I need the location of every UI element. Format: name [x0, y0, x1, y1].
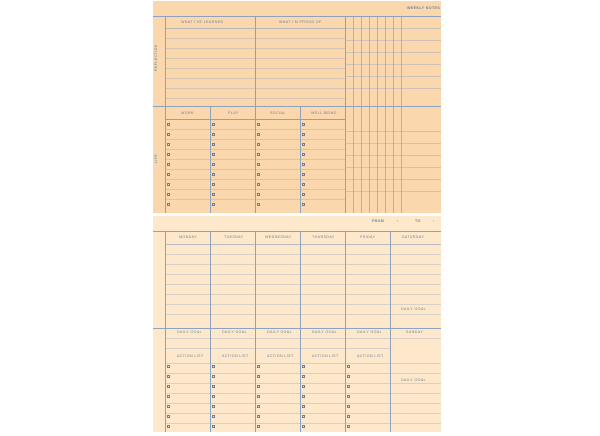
- column-header-social: SOCIAL: [270, 111, 286, 115]
- column-header-proud: WHAT I'M PROUD OF: [279, 20, 322, 24]
- divider: [345, 231, 346, 432]
- checkbox[interactable]: [302, 425, 305, 428]
- checkbox[interactable]: [302, 163, 305, 166]
- sunday-daily-goal-label: DAILY GOAL: [401, 378, 427, 382]
- divider: [165, 159, 345, 160]
- section-label-life: LIFE: [154, 153, 158, 163]
- weekly-notes-sheet: [153, 1, 441, 213]
- divider: [165, 38, 345, 39]
- checkbox[interactable]: [167, 415, 170, 418]
- from-label: FROM: [372, 219, 385, 223]
- divider: [401, 16, 402, 213]
- checkbox[interactable]: [167, 365, 170, 368]
- divider: [165, 149, 345, 150]
- divider: [153, 231, 441, 232]
- checkbox[interactable]: [167, 203, 170, 206]
- checkbox[interactable]: [257, 415, 260, 418]
- checkbox[interactable]: [167, 163, 170, 166]
- divider: [369, 16, 370, 213]
- divider: [153, 16, 441, 17]
- checkbox[interactable]: [167, 375, 170, 378]
- divider: [345, 131, 441, 132]
- checkbox[interactable]: [167, 425, 170, 428]
- checkbox[interactable]: [212, 133, 215, 136]
- checkbox[interactable]: [302, 405, 305, 408]
- divider: [165, 294, 441, 295]
- checkbox[interactable]: [257, 193, 260, 196]
- checkbox[interactable]: [257, 385, 260, 388]
- divider: [385, 16, 386, 213]
- checkbox[interactable]: [257, 143, 260, 146]
- divider: [165, 348, 390, 349]
- divider: [377, 16, 378, 213]
- divider: [393, 16, 394, 213]
- divider: [165, 338, 441, 339]
- divider: [165, 244, 441, 245]
- divider: [345, 64, 441, 65]
- divider: [345, 28, 441, 29]
- checkbox[interactable]: [302, 123, 305, 126]
- divider: [165, 88, 345, 89]
- checkbox[interactable]: [257, 375, 260, 378]
- checkbox[interactable]: [212, 153, 215, 156]
- divider: [345, 143, 441, 144]
- divider: [165, 78, 345, 79]
- checkbox[interactable]: [167, 143, 170, 146]
- divider: [165, 169, 345, 170]
- checkbox[interactable]: [257, 405, 260, 408]
- divider: [165, 304, 441, 305]
- checkbox[interactable]: [302, 415, 305, 418]
- checkbox[interactable]: [347, 385, 350, 388]
- divider: [153, 106, 441, 107]
- checkbox[interactable]: [302, 395, 305, 398]
- checkbox[interactable]: [257, 365, 260, 368]
- divider: [165, 129, 345, 130]
- divider: [165, 48, 345, 49]
- checkbox[interactable]: [212, 395, 215, 398]
- weekly-notes-title: WEEKLY NOTES: [407, 6, 441, 10]
- checkbox[interactable]: [302, 375, 305, 378]
- checkbox[interactable]: [212, 365, 215, 368]
- checkbox[interactable]: [212, 183, 215, 186]
- daily-goal-label: DAILY GOAL: [312, 330, 338, 334]
- checkbox[interactable]: [257, 123, 260, 126]
- checkbox[interactable]: [257, 395, 260, 398]
- daily-goal-label: DAILY GOAL: [222, 330, 248, 334]
- checkbox[interactable]: [167, 405, 170, 408]
- checkbox[interactable]: [347, 405, 350, 408]
- divider: [300, 231, 301, 432]
- daily-goal-label: DAILY GOAL: [177, 330, 203, 334]
- checkbox[interactable]: [257, 173, 260, 176]
- divider: [165, 199, 345, 200]
- checkbox[interactable]: [212, 143, 215, 146]
- checkbox[interactable]: [212, 123, 215, 126]
- divider: [165, 314, 441, 315]
- saturday-daily-goal-label: DAILY GOAL: [401, 307, 427, 311]
- checkbox[interactable]: [302, 385, 305, 388]
- divider: [345, 52, 441, 53]
- divider: [165, 264, 441, 265]
- checkbox[interactable]: [167, 133, 170, 136]
- checkbox[interactable]: [212, 203, 215, 206]
- divider: [345, 179, 441, 180]
- divider: [255, 231, 256, 432]
- divider: [153, 328, 441, 329]
- sunday-header: SUNDAY: [406, 330, 424, 334]
- checkbox[interactable]: [167, 395, 170, 398]
- to-chevron-icon[interactable]: ›: [433, 219, 435, 223]
- divider: [345, 191, 441, 192]
- checkbox[interactable]: [302, 153, 305, 156]
- checkbox[interactable]: [347, 365, 350, 368]
- divider: [165, 16, 166, 213]
- checkbox[interactable]: [212, 385, 215, 388]
- action-list-label: ACTION LIST: [312, 354, 339, 358]
- divider: [361, 16, 362, 213]
- checkbox[interactable]: [257, 163, 260, 166]
- checkbox[interactable]: [302, 193, 305, 196]
- column-header-learned: WHAT I'VE LEARNED: [181, 20, 224, 24]
- checkbox[interactable]: [302, 203, 305, 206]
- checkbox[interactable]: [167, 385, 170, 388]
- divider: [165, 284, 441, 285]
- divider: [165, 254, 441, 255]
- from-chevron-icon[interactable]: ‹: [397, 219, 399, 223]
- divider: [345, 16, 346, 213]
- divider: [255, 16, 256, 106]
- divider: [165, 58, 345, 59]
- divider: [165, 423, 441, 424]
- checkbox[interactable]: [302, 183, 305, 186]
- checkbox[interactable]: [302, 133, 305, 136]
- day-header-saturday: SATURDAY: [402, 235, 425, 239]
- checkbox[interactable]: [167, 193, 170, 196]
- divider: [165, 383, 441, 384]
- divider: [390, 231, 391, 432]
- checkbox[interactable]: [257, 133, 260, 136]
- divider: [210, 231, 211, 432]
- divider: [165, 28, 345, 29]
- divider: [165, 179, 345, 180]
- day-header-friday: FRIDAY: [360, 235, 376, 239]
- checkbox[interactable]: [257, 183, 260, 186]
- day-header-tuesday: TUESDAY: [224, 235, 244, 239]
- divider: [165, 139, 345, 140]
- action-list-label: ACTION LIST: [177, 354, 204, 358]
- divider: [165, 68, 345, 69]
- divider: [165, 274, 441, 275]
- divider: [345, 40, 441, 41]
- to-label: TO: [415, 219, 421, 223]
- checkbox[interactable]: [302, 365, 305, 368]
- checkbox[interactable]: [167, 183, 170, 186]
- checkbox[interactable]: [257, 153, 260, 156]
- checkbox[interactable]: [302, 173, 305, 176]
- action-list-label: ACTION LIST: [222, 354, 249, 358]
- divider: [165, 393, 441, 394]
- action-list-label: ACTION LIST: [267, 354, 294, 358]
- divider: [165, 413, 441, 414]
- column-header-play: PLAY: [228, 111, 239, 115]
- divider: [165, 373, 441, 374]
- checkbox[interactable]: [212, 415, 215, 418]
- checkbox[interactable]: [347, 375, 350, 378]
- checkbox[interactable]: [167, 123, 170, 126]
- checkbox[interactable]: [212, 163, 215, 166]
- checkbox[interactable]: [212, 193, 215, 196]
- divider: [345, 167, 441, 168]
- checkbox[interactable]: [347, 395, 350, 398]
- checkbox[interactable]: [212, 405, 215, 408]
- column-header-work: WORK: [181, 111, 194, 115]
- divider: [353, 16, 354, 213]
- divider: [165, 98, 345, 99]
- checkbox[interactable]: [302, 143, 305, 146]
- column-header-well-being: WELL BEING: [311, 111, 337, 115]
- divider: [345, 88, 441, 89]
- divider: [165, 403, 441, 404]
- checkbox[interactable]: [257, 425, 260, 428]
- checkbox[interactable]: [167, 153, 170, 156]
- divider: [345, 76, 441, 77]
- day-header-thursday: THURSDAY: [312, 235, 335, 239]
- divider: [165, 231, 166, 432]
- divider: [345, 155, 441, 156]
- checkbox[interactable]: [257, 203, 260, 206]
- action-list-label: ACTION LIST: [357, 354, 384, 358]
- checkbox[interactable]: [347, 415, 350, 418]
- checkbox[interactable]: [212, 375, 215, 378]
- checkbox[interactable]: [167, 173, 170, 176]
- daily-goal-label: DAILY GOAL: [357, 330, 383, 334]
- weekly-planner-sheet: [153, 216, 441, 432]
- divider: [165, 363, 441, 364]
- daily-goal-label: DAILY GOAL: [267, 330, 293, 334]
- checkbox[interactable]: [212, 425, 215, 428]
- day-header-monday: MONDAY: [179, 235, 197, 239]
- section-label-reflection: REFLECTION: [154, 44, 158, 71]
- day-header-wednesday: WEDNESDAY: [265, 235, 292, 239]
- divider: [165, 189, 345, 190]
- checkbox[interactable]: [212, 173, 215, 176]
- checkbox[interactable]: [347, 425, 350, 428]
